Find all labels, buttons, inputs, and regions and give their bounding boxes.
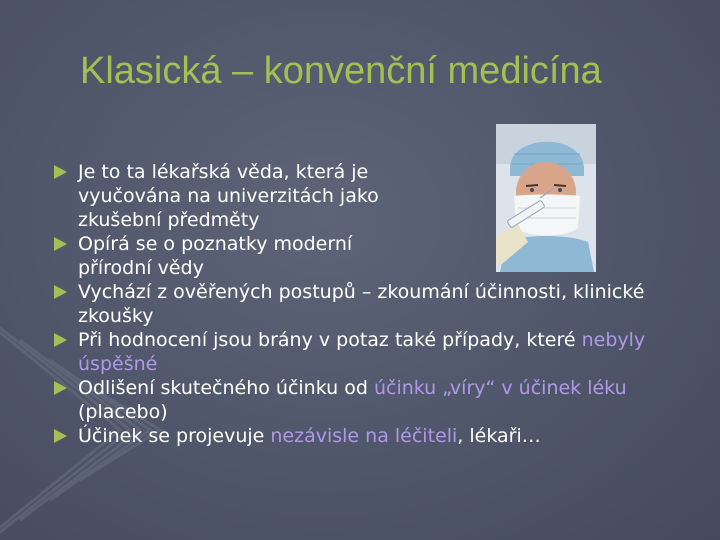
list-item-text: Při hodnocení jsou brány v potaz také případy, které (78, 329, 582, 351)
list-item-text-end: , lékaři… (457, 425, 541, 447)
bullet-list (54, 160, 704, 448)
list-item (54, 424, 704, 448)
highlighted-text: účinku „víry“ v účinek léku (373, 377, 627, 399)
list-item (54, 376, 704, 424)
list-item (54, 160, 704, 232)
list-item-text: Vychází z ověřených postupů – zkoumání účinnosti, klinické zkoušky (78, 281, 645, 327)
list-item (54, 280, 704, 328)
highlighted-text: nezávisle na léčiteli (270, 425, 458, 447)
list-item-text-end: (placebo) (78, 401, 168, 423)
list-item-text: Opírá se o poznatky moderní přírodní vědy (78, 233, 353, 279)
list-item (54, 328, 704, 376)
bullet-arrow-icon (54, 429, 67, 443)
highlighted-text: nebyly úspěšné (78, 329, 646, 375)
bullet-arrow-icon (54, 165, 67, 179)
bullet-arrow-icon (54, 237, 67, 251)
list-item-text: Je to ta lékařská věda, která je vyučována na univerzitách jako zkušební předměty (78, 161, 379, 231)
bullet-arrow-icon (54, 381, 67, 395)
list-item-text: Odlišení skutečného účinku od (78, 377, 374, 399)
slide-title: Klasická – konvenční medicína (80, 50, 602, 92)
bullet-arrow-icon (54, 285, 67, 299)
list-item-text: Účinek se projevuje (78, 425, 271, 447)
list-item (54, 232, 704, 280)
bullet-arrow-icon (54, 333, 67, 347)
